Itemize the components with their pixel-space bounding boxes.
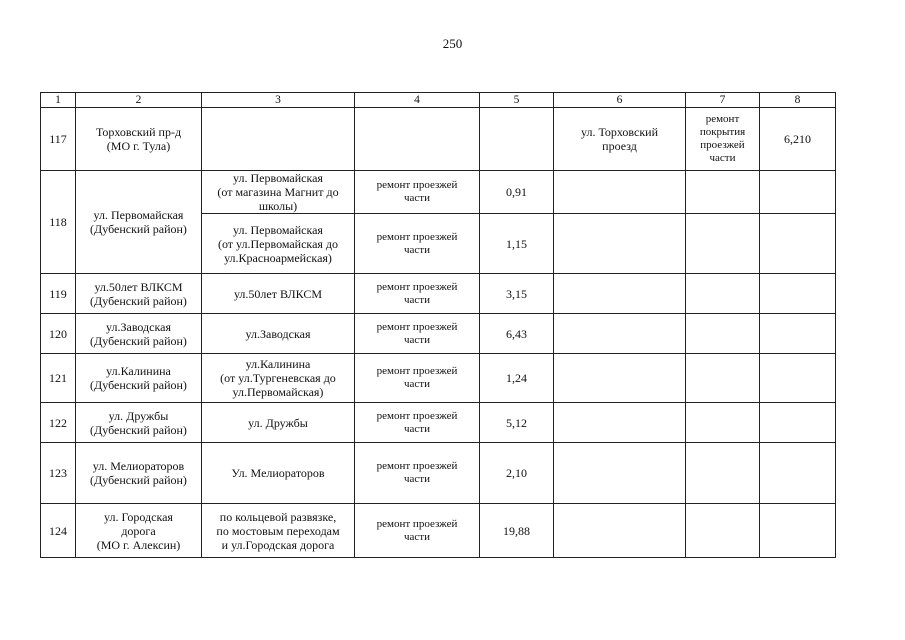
- location-text: ул.Первомайская): [232, 385, 324, 399]
- road-name: ул. Первомайская: [93, 208, 184, 222]
- header-cell: 3: [202, 93, 355, 108]
- empty-cell: [554, 314, 686, 354]
- road-repair-table: [40, 92, 836, 558]
- location-text: Ул. Мелиораторов: [231, 466, 325, 480]
- table-row: [41, 314, 836, 354]
- work-type-text: ремонт проезжей: [376, 365, 458, 377]
- table-row: [41, 354, 836, 403]
- road-name-cell: [76, 314, 202, 354]
- empty-cell: [686, 443, 760, 504]
- empty-cell: [480, 108, 554, 171]
- location-text: ул. Дружбы: [248, 415, 308, 430]
- row-number: 123: [41, 443, 76, 504]
- location-text: (от магазина Магнит до: [217, 185, 339, 199]
- road-name: ул. Мелиораторов: [92, 459, 185, 473]
- empty-cell: [554, 274, 686, 314]
- work-type-text: ремонт проезжей: [376, 517, 458, 530]
- work-type-text: части: [404, 333, 430, 346]
- work-type-text: части: [404, 473, 430, 485]
- road-district: (Дубенский район): [90, 293, 187, 308]
- road-name: дорога: [121, 523, 156, 538]
- road-district: (Дубенский район): [90, 333, 187, 348]
- length-value: 1,15: [480, 214, 554, 274]
- road-name: ул.Заводская: [106, 319, 171, 334]
- col8-value: 6,210: [760, 108, 836, 171]
- road-district: (Дубенский район): [90, 422, 187, 437]
- length-value: 5,12: [480, 403, 554, 443]
- empty-cell: [686, 504, 760, 558]
- empty-cell: [760, 443, 836, 504]
- empty-cell: [760, 214, 836, 274]
- location-cell: [202, 214, 355, 274]
- road-name-cell: [76, 108, 202, 171]
- work-type-cell: [355, 403, 480, 443]
- location-text: ул.50лет ВЛКСМ: [233, 286, 323, 301]
- work-type-text: ремонт проезжей: [376, 280, 458, 293]
- col7-text: покрытия: [699, 126, 746, 138]
- road-name: ул.50лет ВЛКСМ: [94, 279, 183, 294]
- location-text: (от ул.Тургеневская до: [220, 371, 336, 385]
- empty-cell: [686, 403, 760, 443]
- header-cell: 8: [760, 93, 836, 108]
- location-text: ул. Первомайская: [233, 171, 323, 185]
- col7-cell: [686, 108, 760, 171]
- row-number: 124: [41, 504, 76, 558]
- empty-cell: [686, 354, 760, 403]
- work-type-text: ремонт проезжей: [376, 320, 458, 333]
- table-row: [41, 171, 836, 214]
- empty-cell: [686, 214, 760, 274]
- empty-cell: [554, 403, 686, 443]
- row-number: 120: [41, 314, 76, 354]
- col7-text: проезжей: [700, 139, 745, 151]
- empty-cell: [760, 504, 836, 558]
- location-cell: [202, 443, 355, 504]
- road-name: ул. Городская: [104, 509, 173, 524]
- empty-cell: [554, 354, 686, 403]
- road-district: (Дубенский район): [90, 222, 187, 236]
- road-name: ул.Калинина: [106, 364, 171, 378]
- road-district: (Дубенский район): [90, 378, 187, 392]
- header-cell: 6: [554, 93, 686, 108]
- empty-cell: [554, 443, 686, 504]
- empty-cell: [760, 314, 836, 354]
- row-number: 121: [41, 354, 76, 403]
- location-text: по мостовым переходам: [216, 523, 340, 538]
- col6-text: проезд: [602, 139, 637, 153]
- empty-cell: [686, 274, 760, 314]
- location-text: по кольцевой развязке,: [219, 509, 337, 524]
- road-name-cell: [76, 354, 202, 403]
- location-text: ул. Первомайская: [233, 222, 323, 237]
- location-cell: [202, 504, 355, 558]
- work-type-cell: [355, 171, 480, 214]
- header-row: [41, 93, 836, 108]
- work-type-cell: [355, 314, 480, 354]
- location-cell: [202, 274, 355, 314]
- location-cell: [202, 354, 355, 403]
- empty-cell: [554, 214, 686, 274]
- work-type-text: части: [404, 422, 430, 435]
- road-name-cell: [76, 403, 202, 443]
- table-row: [41, 108, 836, 171]
- empty-cell: [760, 171, 836, 214]
- location-text: школы): [258, 199, 298, 213]
- header-cell: 2: [76, 93, 202, 108]
- row-number: 122: [41, 403, 76, 443]
- empty-cell: [202, 108, 355, 171]
- empty-cell: [355, 108, 480, 171]
- length-value: 19,88: [480, 504, 554, 558]
- road-name-cell: [76, 443, 202, 504]
- location-text: (от ул.Первомайская до: [217, 236, 339, 251]
- road-name-cell: [76, 171, 202, 274]
- location-text: и ул.Городская дорога: [221, 537, 335, 552]
- length-value: 0,91: [480, 171, 554, 214]
- col7-text: части: [709, 152, 736, 164]
- work-type-cell: [355, 354, 480, 403]
- location-text: ул.Красноармейская): [224, 250, 332, 265]
- work-type-cell: [355, 504, 480, 558]
- work-type-text: ремонт проезжей: [376, 230, 458, 243]
- road-name-cell: [76, 504, 202, 558]
- empty-cell: [686, 314, 760, 354]
- col7-text: ремонт: [705, 113, 740, 125]
- header-cell: 4: [355, 93, 480, 108]
- header-cell: 1: [41, 93, 76, 108]
- table-row: [41, 504, 836, 558]
- location-cell: [202, 403, 355, 443]
- col6-text: ул. Торховский: [580, 125, 659, 139]
- empty-cell: [554, 171, 686, 214]
- length-value: 6,43: [480, 314, 554, 354]
- header-cell: 5: [480, 93, 554, 108]
- road-name: ул. Дружбы: [108, 408, 169, 423]
- work-type-text: части: [404, 192, 430, 204]
- road-district: (Дубенский район): [90, 473, 187, 487]
- empty-cell: [760, 403, 836, 443]
- work-type-text: ремонт проезжей: [376, 460, 458, 472]
- empty-cell: [760, 354, 836, 403]
- table-row: [41, 403, 836, 443]
- empty-cell: [554, 504, 686, 558]
- work-type-text: части: [404, 243, 430, 256]
- empty-cell: [760, 274, 836, 314]
- road-district: (МО г. Алексин): [96, 537, 181, 552]
- length-value: 3,15: [480, 274, 554, 314]
- work-type-cell: [355, 274, 480, 314]
- row-number: 117: [41, 108, 76, 171]
- work-type-text: части: [404, 378, 430, 390]
- location-cell: [202, 171, 355, 214]
- location-text: ул.Калинина: [245, 357, 311, 371]
- work-type-text: части: [404, 293, 430, 306]
- empty-cell: [686, 171, 760, 214]
- work-type-cell: [355, 214, 480, 274]
- location-cell: [202, 314, 355, 354]
- page-number: 250: [442, 36, 463, 51]
- road-district: (МО г. Тула): [106, 139, 171, 153]
- length-value: 2,10: [480, 443, 554, 504]
- header-cell: 7: [686, 93, 760, 108]
- road-name-cell: [76, 274, 202, 314]
- location-text: ул.Заводская: [245, 326, 311, 341]
- row-number: 119: [41, 274, 76, 314]
- table-row: [41, 274, 836, 314]
- length-value: 1,24: [480, 354, 554, 403]
- table-row: [41, 443, 836, 504]
- row-number: 118: [41, 171, 76, 274]
- col6-cell: [554, 108, 686, 171]
- road-name: Торховский пр-д: [95, 125, 182, 139]
- work-type-text: ремонт проезжей: [376, 409, 458, 422]
- work-type-cell: [355, 443, 480, 504]
- work-type-text: части: [404, 530, 430, 543]
- work-type-text: ремонт проезжей: [376, 179, 458, 191]
